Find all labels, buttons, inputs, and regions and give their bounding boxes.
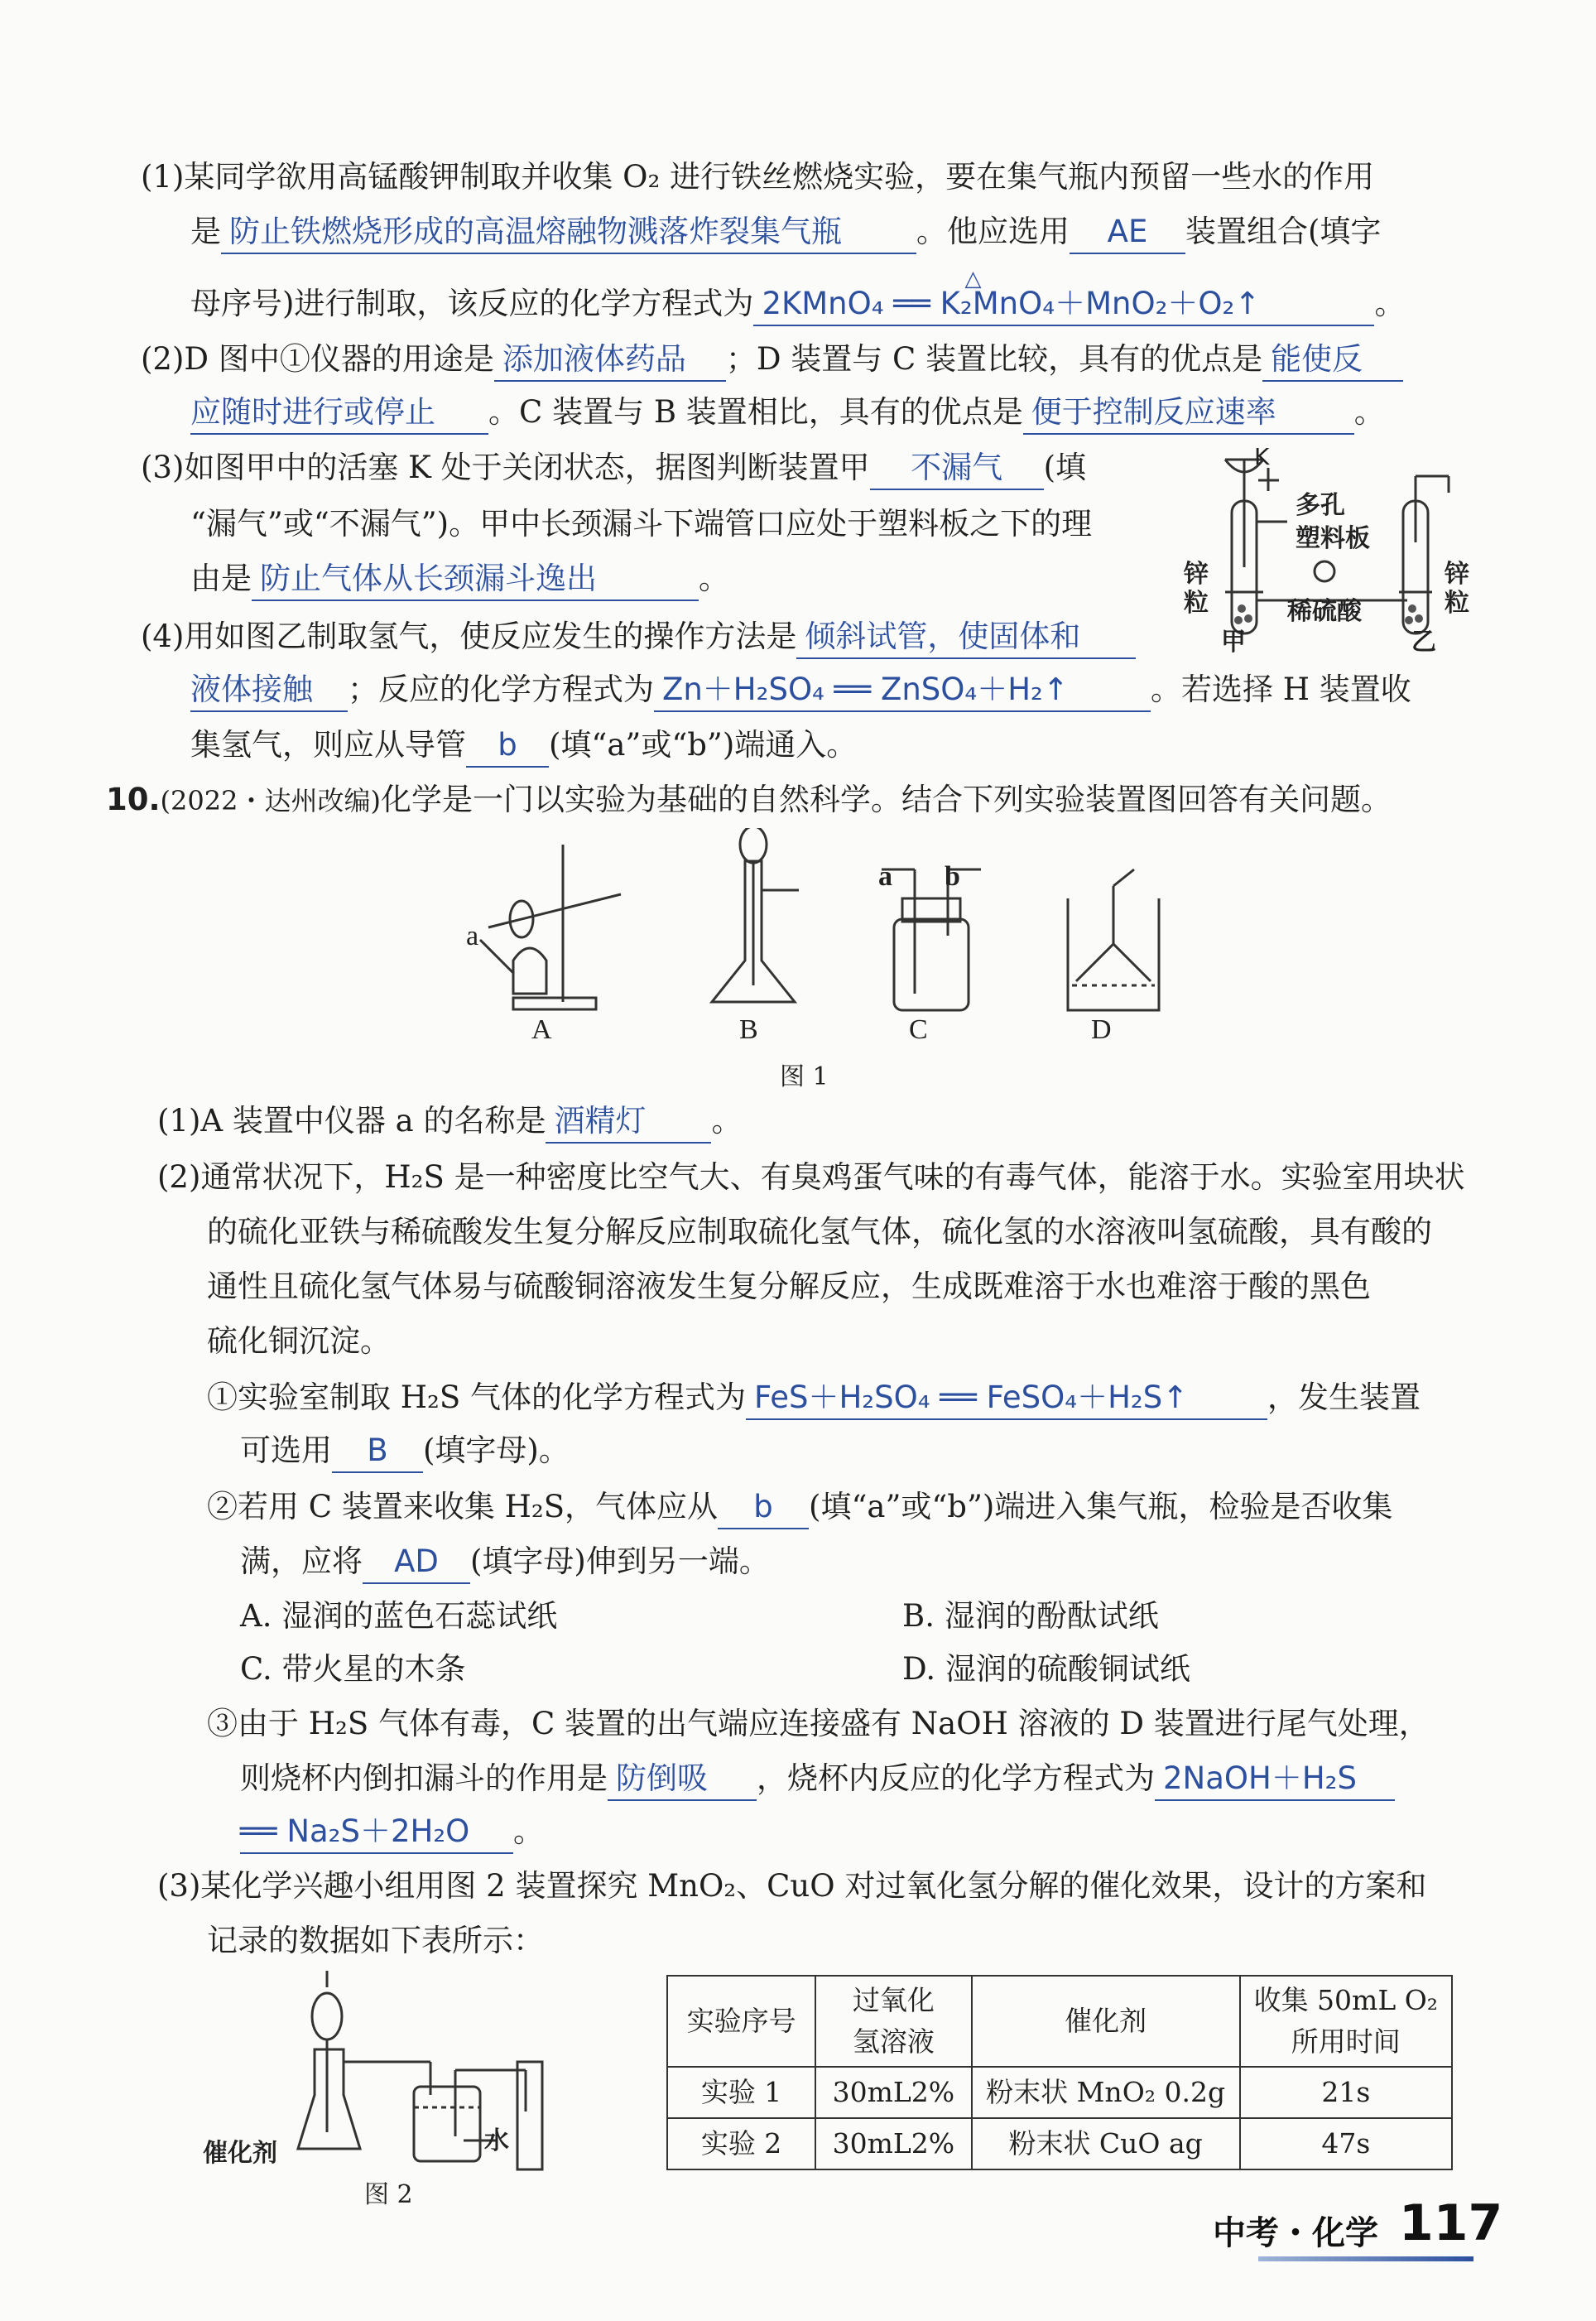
answer-blank[interactable]: b [718, 1486, 809, 1529]
fig2-apparatus [290, 1971, 604, 2178]
label-jia: 甲 [1221, 628, 1246, 656]
label-acid: 稀硫酸 [1287, 598, 1362, 625]
fig2-label-water: 水 [484, 2127, 509, 2155]
table-header: 催化剂 [972, 1976, 1240, 2067]
q10-p2-line3: 通性且硫化氢气体易与硫酸铜溶液发生复分解反应，生成既难溶于水也难溶于酸的黑色 [207, 1269, 1371, 1304]
fig1-label-ca: a [878, 861, 892, 892]
fig2-caption: 图 2 [364, 2180, 413, 2209]
q9-p2-line2: 应随时进行或停止 。C 装置与 B 装置相比，具有的优点是 便于控制反应速率 。 [190, 388, 1385, 436]
label-plate: 塑料板 [1296, 525, 1370, 552]
answer-blank[interactable]: 酒精灯 [546, 1100, 711, 1144]
q9-p3-line2: “漏气”或“不漏气”)。甲中长颈漏斗下端管口应处于塑料板之下的理 [190, 506, 1093, 542]
q9-p1-line2: 是 防止铁燃烧形成的高温熔融物溅落炸裂集气瓶 。他应选用 AE 装置组合(填字 [190, 208, 1381, 256]
fig1-label-C: C [909, 1014, 928, 1045]
footer-rule [1258, 2256, 1473, 2261]
table-row [667, 2067, 1452, 2118]
q9-p1-line1: (1)某同学欲用高锰酸钾制取并收集 O₂ 进行铁丝燃烧实验，要在集气瓶内预留一些水的作用 [141, 159, 1375, 195]
answer-blank[interactable]: 添加液体药品 [494, 339, 726, 382]
table-cell: 粉末状 MnO₂ 0.2g [972, 2067, 1240, 2118]
experiment-table [666, 1975, 1453, 2170]
page-number: 117 [1399, 2194, 1503, 2252]
q10-p3-line2: 记录的数据如下表所示： [207, 1923, 544, 1958]
answer-blank[interactable]: 便于控制反应速率 [1023, 392, 1354, 435]
answer-blank[interactable]: 防倒吸 [608, 1758, 757, 1801]
answer-blank[interactable]: 防止气体从长颈漏斗逸出 [252, 558, 699, 601]
fig1-label-a: a [466, 921, 479, 951]
fig1-caption: 图 1 [780, 1062, 829, 1091]
label-k: K [1254, 443, 1270, 470]
q10-p2-line2: 的硫化亚铁与稀硫酸发生复分解反应制取硫化氢气体，硫化氢的水溶液叫氢硫酸，具有酸的 [207, 1214, 1432, 1250]
label-porous: 多孔 [1296, 492, 1345, 519]
q9-p4-line1: (4)用如图乙制取氢气，使反应发生的操作方法是 倾斜试管，使固体和 [141, 613, 1136, 661]
table-header: 实验序号 [667, 1976, 815, 2067]
q9-p4-line3: 集氢气，则应从导管 b (填“a”或“b”)端通入。 [190, 721, 857, 769]
table-cell: 实验 2 [667, 2118, 815, 2169]
q10-s2-line2: 满，应将 AD (填字母)伸到另一端。 [240, 1538, 770, 1586]
q10-p1: (1)A 装置中仪器 a 的名称是 酒精灯 。 [157, 1097, 742, 1145]
table-cell: 47s [1240, 2118, 1452, 2169]
answer-blank[interactable]: 应随时进行或停止 [190, 392, 488, 435]
table-header: 收集 50mL O₂ 所用时间 [1240, 1976, 1452, 2067]
table-cell: 实验 1 [667, 2067, 815, 2118]
fig1-label-B: B [739, 1014, 758, 1045]
answer-blank[interactable]: 能使反 [1262, 339, 1403, 382]
answer-blank[interactable]: AE [1070, 211, 1185, 254]
table-row [667, 2118, 1452, 2169]
answer-blank[interactable]: 防止铁燃烧形成的高温熔融物溅落炸裂集气瓶 [221, 211, 916, 254]
q10-s2-line1: ②若用 C 装置来收集 H₂S，气体应从 b (填“a”或“b”)端进入集气瓶，检验是否收集 [207, 1483, 1392, 1531]
q10-s3-line1: ③由于 H₂S 气体有毒，C 装置的出气端应连接盛有 NaOH 溶液的 D 装置进行尾气处理， [207, 1706, 1430, 1741]
answer-blank[interactable]: B [332, 1430, 423, 1473]
fig1-label-cb: b [945, 861, 960, 892]
label-yi: 乙 [1411, 628, 1436, 656]
label-zinc-right-1: 锌 [1445, 561, 1469, 588]
q10-s3-line3: ══ Na₂S＋2H₂O 。 [240, 1808, 544, 1856]
table-cell: 30mL2% [815, 2067, 972, 2118]
option-d: D. 湿润的硫酸铜试纸 [902, 1651, 1190, 1687]
answer-equation[interactable]: △ 2KMnO₄ ══ K₂MnO₄＋MnO₂＋O₂↑ [753, 283, 1374, 326]
option-b: B. 湿润的酚酞试纸 [902, 1598, 1159, 1634]
q10-p2-line1: (2)通常状况下，H₂S 是一种密度比空气大、有臭鸡蛋气味的有毒气体，能溶于水。实验室用块状 [157, 1159, 1465, 1195]
q10-stem: 10.(2022・达州改编)化学是一门以实验为基础的自然科学。结合下列实验装置图回答有关问题。 [106, 782, 1392, 817]
q10-p2-line4: 硫化铜沉淀。 [207, 1323, 391, 1359]
answer-equation[interactable]: ══ Na₂S＋2H₂O [240, 1811, 513, 1854]
answer-equation[interactable]: FeS＋H₂SO₄ ══ FeSO₄＋H₂S↑ [746, 1377, 1267, 1420]
answer-equation[interactable]: 2NaOH＋H₂S [1155, 1758, 1395, 1801]
table-cell: 30mL2% [815, 2118, 972, 2169]
label-zinc-left-1: 锌 [1184, 561, 1209, 588]
answer-equation[interactable]: Zn＋H₂SO₄ ══ ZnSO₄＋H₂↑ [654, 669, 1151, 712]
q9-p3-line1: (3)如图甲中的活塞 K 处于关闭状态，据图判断装置甲 不漏气 (填 [141, 444, 1086, 492]
q10-s1-line2: 可选用 B (填字母)。 [240, 1427, 570, 1475]
q9-p4-line2: 液体接触 ；反应的化学方程式为 Zn＋H₂SO₄ ══ ZnSO₄＋H₂↑ 。若选择 H 装置收 [190, 666, 1411, 714]
footer-label: 中考・化学 [1213, 2214, 1378, 2252]
q9-p2-line1: (2)D 图中①仪器的用途是 添加液体药品 ；D 装置与 C 装置比较，具有的优点是 能使反 [141, 335, 1403, 383]
label-zinc-left-2: 粒 [1184, 590, 1209, 617]
option-a: A. 湿润的蓝色石蕊试纸 [240, 1598, 558, 1634]
table-header: 过氧化 氢溶液 [815, 1976, 972, 2067]
answer-blank[interactable]: b [466, 725, 549, 768]
fig1-label-D: D [1091, 1014, 1112, 1045]
answer-blank[interactable]: 不漏气 [870, 447, 1044, 490]
label-zinc-right-2: 粒 [1445, 590, 1469, 617]
q9-p3-line3: 由是 防止气体从长颈漏斗逸出 。 [190, 555, 729, 603]
q10-s3-line2: 则烧杯内倒扣漏斗的作用是 防倒吸 ，烧杯内反应的化学方程式为 2NaOH＋H₂S [240, 1755, 1395, 1803]
fig1-label-A: A [531, 1014, 552, 1045]
fig1-apparatus [464, 828, 1209, 1027]
table-cell: 21s [1240, 2067, 1452, 2118]
table-cell: 粉末状 CuO ag [972, 2118, 1240, 2169]
q10-s1-line1: ①实验室制取 H₂S 气体的化学方程式为 FeS＋H₂SO₄ ══ FeSO₄＋H₂S↑ ，发生装置 [207, 1374, 1421, 1422]
answer-blank[interactable]: AD [363, 1541, 470, 1584]
q9-p1-line3: 母序号)进行制取，该反应的化学方程式为 △ 2KMnO₄ ══ K₂MnO₄＋MnO₂＋O₂↑ 。 [190, 280, 1405, 328]
q10-p3-line1: (3)某化学兴趣小组用图 2 装置探究 MnO₂、CuO 对过氧化氢分解的催化效果，设计的方案和 [157, 1868, 1427, 1904]
fig2-label-catalyst: 催化剂 [203, 2140, 277, 2167]
answer-blank[interactable]: 液体接触 [190, 669, 348, 712]
option-c: C. 带火星的木条 [240, 1651, 466, 1687]
answer-blank[interactable]: 倾斜试管，使固体和 [796, 616, 1136, 659]
